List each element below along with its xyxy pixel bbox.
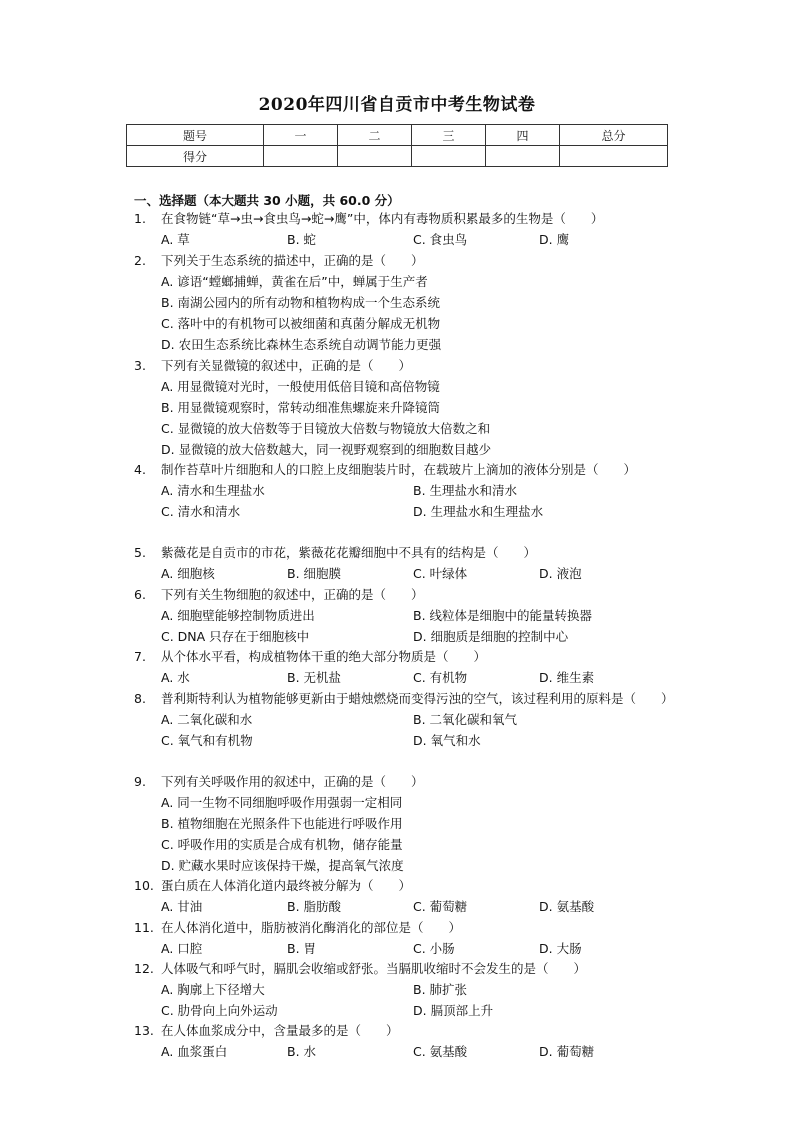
option-list	[161, 667, 674, 688]
answer-option: A. 谚语“螳螂捕蝉，黄雀在后”中，蝉属于生产者	[161, 274, 428, 289]
option-list	[161, 563, 674, 584]
question-number: 10.	[134, 878, 154, 893]
option-list	[161, 229, 674, 250]
answer-option: D. 大肠	[539, 941, 582, 956]
question-stem: 从个体水平看，构成植物体干重的绝大部分物质是（ ）	[161, 649, 487, 664]
answer-option: D. 氨基酸	[539, 899, 595, 914]
question-1	[134, 208, 674, 250]
answer-option: C. 氧气和有机物	[161, 733, 253, 748]
answer-option: A. 口腔	[161, 941, 203, 956]
question-stem-row	[134, 771, 674, 792]
score-row-label: 得分	[127, 146, 264, 167]
answer-option: D. 维生素	[539, 670, 595, 685]
answer-option: D. 显微镜的放大倍数越大，同一视野观察到的细胞数目越少	[161, 442, 492, 457]
exam-title: 2020年四川省自贡市中考生物试卷	[258, 95, 536, 115]
answer-option: A. 细胞壁能够控制物质进出	[161, 608, 315, 623]
answer-option: D. 贮藏水果时应该保持干燥，提高氧气浓度	[161, 858, 404, 873]
answer-option: A. 同一生物不同细胞呼吸作用强弱一定相同	[161, 795, 403, 810]
score-cell	[338, 146, 412, 167]
question-10	[134, 875, 674, 917]
score-header-cell: 二	[338, 125, 412, 146]
answer-option: B. 细胞膜	[287, 566, 342, 581]
score-table-score-row	[127, 146, 668, 167]
answer-option: A. 草	[161, 232, 190, 247]
question-stem: 在食物链“草→虫→食虫鸟→蛇→鹰”中，体内有毒物质积累最多的生物是（ ）	[161, 211, 604, 226]
option-list	[161, 792, 674, 876]
question-stem-row	[134, 646, 674, 667]
question-stem: 紫薇花是自贡市的市花，紫薇花花瓣细胞中不具有的结构是（ ）	[161, 545, 537, 560]
answer-option: B. 蛇	[287, 232, 317, 247]
question-stem-row	[134, 250, 674, 271]
question-stem-row	[134, 584, 674, 605]
question-number: 13.	[134, 1023, 154, 1038]
question-stem: 下列有关显微镜的叙述中，正确的是（ ）	[161, 358, 412, 373]
answer-option: D. 农田生态系统比森林生态系统自动调节能力更强	[161, 337, 442, 352]
question-stem: 普利斯特利认为植物能够更新由于蜡烛燃烧而变得污浊的空气，该过程利用的原料是（ ）	[161, 691, 674, 706]
question-number: 2.	[134, 253, 146, 268]
question-stem: 人体吸气和呼气时，膈肌会收缩或舒张。当膈肌收缩时不会发生的是（ ）	[161, 961, 587, 976]
option-list	[161, 938, 674, 959]
question-3	[134, 355, 674, 460]
question-stem: 下列关于生态系统的描述中，正确的是（ ）	[161, 253, 424, 268]
question-stem-row	[134, 459, 674, 480]
question-6	[134, 584, 674, 647]
score-header-cell: 题号	[127, 125, 264, 146]
answer-option: A. 细胞核	[161, 566, 215, 581]
question-stem-row	[134, 208, 674, 229]
score-table-header-row	[127, 125, 668, 146]
question-number: 9.	[134, 774, 146, 789]
score-cell	[264, 146, 338, 167]
question-number: 11.	[134, 920, 154, 935]
question-stem: 在人体消化道中，脂肪被消化酶消化的部位是（ ）	[161, 920, 462, 935]
answer-option: B. 水	[287, 1044, 317, 1059]
question-number: 3.	[134, 358, 146, 373]
score-header-cell: 总分	[560, 125, 668, 146]
answer-option: D. 氧气和水	[413, 733, 481, 748]
question-number: 4.	[134, 462, 146, 477]
answer-option: B. 南湖公园内的所有动物和植物构成一个生态系统	[161, 295, 441, 310]
question-12	[134, 958, 674, 1021]
question-number: 8.	[134, 691, 146, 706]
answer-option: A. 胸廓上下径增大	[161, 982, 265, 997]
answer-option: D. 膈顶部上升	[413, 1003, 494, 1018]
answer-option: A. 甘油	[161, 899, 203, 914]
answer-option: A. 清水和生理盐水	[161, 483, 265, 498]
answer-option: C. 叶绿体	[413, 566, 468, 581]
answer-option: D. 鹰	[539, 232, 570, 247]
question-7	[134, 646, 674, 688]
question-stem-row	[134, 355, 674, 376]
score-header-cell: 四	[486, 125, 560, 146]
answer-option: A. 二氧化碳和水	[161, 712, 253, 727]
question-13	[134, 1020, 674, 1062]
answer-option: B. 脂肪酸	[287, 899, 342, 914]
answer-option: C. 落叶中的有机物可以被细菌和真菌分解成无机物	[161, 316, 441, 331]
score-cell	[486, 146, 560, 167]
answer-option: C. 有机物	[413, 670, 468, 685]
answer-option: B. 胃	[287, 941, 317, 956]
question-number: 6.	[134, 587, 146, 602]
score-table	[126, 124, 668, 167]
question-stem: 下列有关呼吸作用的叙述中，正确的是（ ）	[161, 774, 424, 789]
option-list	[161, 376, 674, 460]
question-8	[134, 688, 674, 751]
option-list	[161, 605, 674, 647]
answer-option: C. DNA 只存在于细胞核中	[161, 629, 310, 644]
question-11	[134, 917, 674, 959]
question-number: 12.	[134, 961, 154, 976]
question-stem-row	[134, 688, 674, 709]
question-stem-row	[134, 958, 674, 979]
answer-option: B. 用显微镜观察时，常转动细准焦螺旋来升降镜筒	[161, 400, 441, 415]
answer-option: C. 显微镜的放大倍数等于目镜放大倍数与物镜放大倍数之和	[161, 421, 491, 436]
option-list	[161, 979, 674, 1021]
question-number: 7.	[134, 649, 146, 664]
score-header-cell: 三	[412, 125, 486, 146]
score-cell	[412, 146, 486, 167]
option-list	[161, 480, 674, 522]
question-stem: 制作苔草叶片细胞和人的口腔上皮细胞装片时，在载玻片上滴加的液体分别是（ ）	[161, 462, 637, 477]
question-stem-row	[134, 542, 674, 563]
question-stem-row	[134, 875, 674, 896]
question-stem: 下列有关生物细胞的叙述中，正确的是（ ）	[161, 587, 424, 602]
question-5	[134, 542, 674, 584]
option-list	[161, 896, 674, 917]
section-heading: 一、选择题（本大题共 30 小题，共 60.0 分）	[134, 193, 400, 208]
option-list	[161, 709, 674, 751]
question-stem: 在人体血浆成分中，含量最多的是（ ）	[161, 1023, 399, 1038]
question-number: 1.	[134, 211, 146, 226]
answer-option: D. 葡萄糖	[539, 1044, 595, 1059]
answer-option: C. 氨基酸	[413, 1044, 468, 1059]
answer-option: D. 细胞质是细胞的控制中心	[413, 629, 569, 644]
question-9	[134, 771, 674, 876]
answer-option: D. 液泡	[539, 566, 582, 581]
answer-option: C. 呼吸作用的实质是合成有机物，储存能量	[161, 837, 403, 852]
answer-option: C. 清水和清水	[161, 504, 241, 519]
question-2	[134, 250, 674, 355]
answer-option: A. 用显微镜对光时，一般使用低倍目镜和高倍物镜	[161, 379, 440, 394]
answer-option: A. 血浆蛋白	[161, 1044, 228, 1059]
answer-option: B. 无机盐	[287, 670, 342, 685]
answer-option: B. 生理盐水和清水	[413, 483, 518, 498]
option-list	[161, 271, 674, 355]
answer-option: C. 食虫鸟	[413, 232, 468, 247]
answer-option: B. 植物细胞在光照条件下也能进行呼吸作用	[161, 816, 403, 831]
answer-option: C. 小肠	[413, 941, 455, 956]
answer-option: B. 线粒体是细胞中的能量转换器	[413, 608, 593, 623]
score-header-cell: 一	[264, 125, 338, 146]
answer-option: B. 肺扩张	[413, 982, 468, 997]
question-stem-row	[134, 1020, 674, 1041]
question-number: 5.	[134, 545, 146, 560]
answer-option: C. 肋骨向上向外运动	[161, 1003, 278, 1018]
option-list	[161, 1041, 674, 1062]
answer-option: C. 葡萄糖	[413, 899, 468, 914]
answer-option: B. 二氧化碳和氧气	[413, 712, 518, 727]
question-4	[134, 459, 674, 522]
answer-option: D. 生理盐水和生理盐水	[413, 504, 544, 519]
score-cell	[560, 146, 668, 167]
answer-option: A. 水	[161, 670, 190, 685]
question-stem: 蛋白质在人体消化道内最终被分解为（ ）	[161, 878, 412, 893]
question-stem-row	[134, 917, 674, 938]
